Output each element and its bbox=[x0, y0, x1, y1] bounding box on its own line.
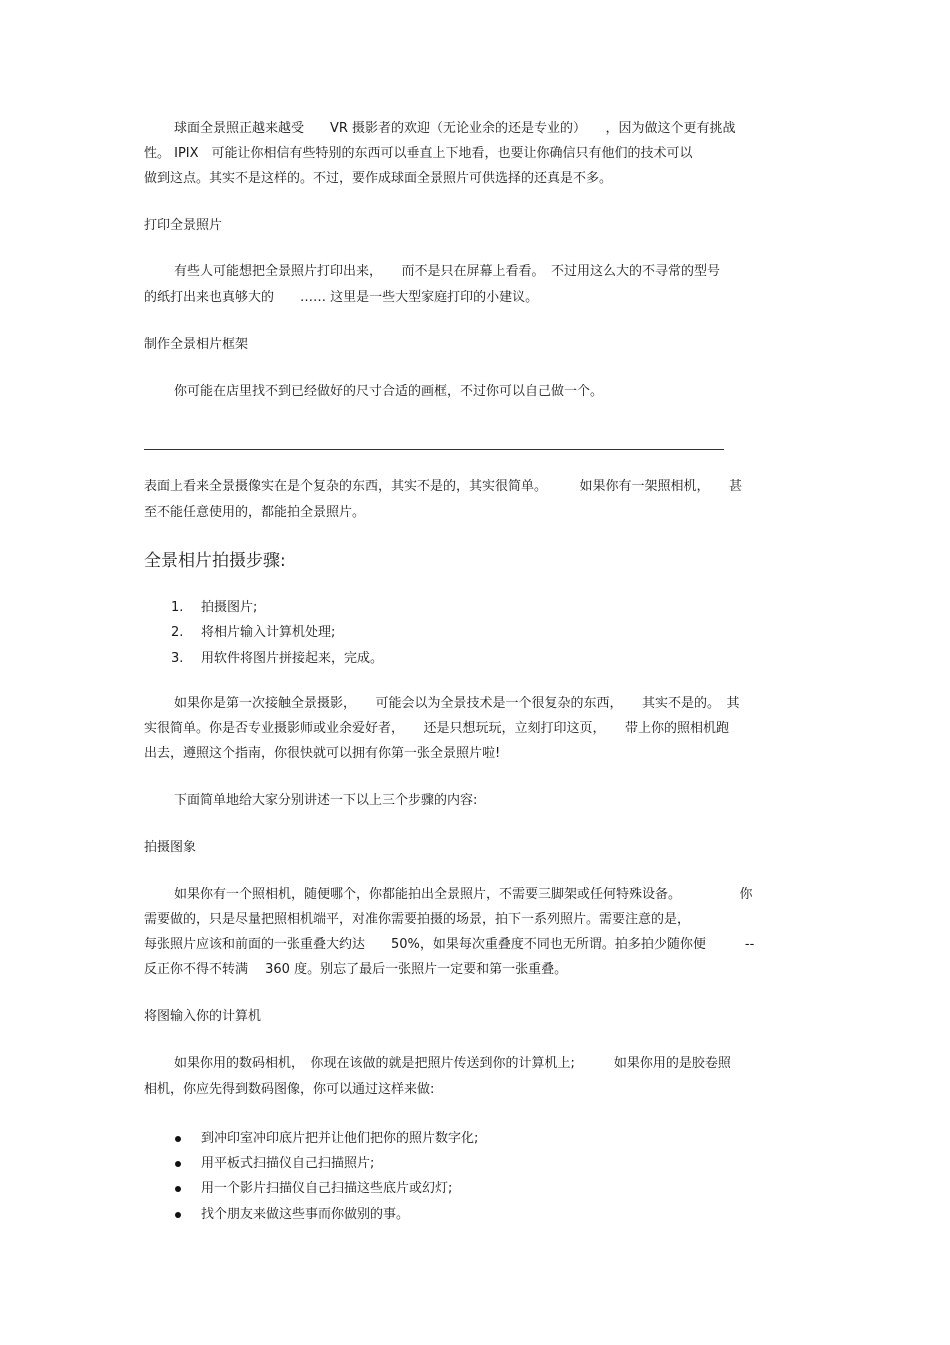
shoot-heading: 拍摄图象 bbox=[144, 840, 197, 855]
bullet-dot-icon bbox=[175, 1212, 181, 1218]
bullet-item: 到冲印室冲印底片把并让他们把你的照片数字化; bbox=[201, 1131, 479, 1146]
print-line-1: 有些人可能想把全景照片打印出来， 而不是只在屏幕上看看。 不过用这么大的不寻常的型号 bbox=[174, 264, 721, 279]
overview-line-1: 表面上看来全景摄像实在是个复杂的东西，其实不是的，其实很简单。 如果你有一架照相机， 甚 bbox=[144, 479, 743, 494]
below-line-1: 下面简单地给大家分别讲述一下以上三个步骤的内容: bbox=[174, 793, 478, 808]
bullet-item: 用一个影片扫描仪自己扫描这些底片或幻灯; bbox=[201, 1181, 453, 1196]
step-text: 将相片输入计算机处理; bbox=[201, 625, 336, 640]
frame-line-1: 你可能在店里找不到已经做好的尺寸合适的画框，不过你可以自己做一个。 bbox=[174, 384, 604, 399]
encourage-line-1: 如果你是第一次接触全景摄影， 可能会以为全景技术是一个很复杂的东西， 其实不是的。 其 bbox=[174, 696, 740, 711]
shoot-line-2: 需要做的，只是尽量把照相机端平，对准你需要拍摄的场景，拍下一系列照片。需要注意的是， bbox=[144, 912, 691, 927]
intro-line-3: 做到这点。其实不是这样的。不过，要作成球面全景照片可供选择的还真是不多。 bbox=[144, 171, 613, 186]
step-number: 3. bbox=[171, 651, 184, 666]
overview-line-2: 至不能任意使用的，都能拍全景照片。 bbox=[144, 505, 366, 520]
step-number: 2. bbox=[171, 625, 184, 640]
bullet-dot-icon bbox=[175, 1161, 181, 1167]
shoot-line-3: 每张照片应该和前面的一张重叠大约达 50%，如果每次重叠度不同也无所谓。拍多拍少随你便 -- bbox=[144, 937, 755, 952]
input-line-1: 如果你用的数码相机， 你现在该做的就是把照片传送到你的计算机上; 如果你用的是胶卷照 bbox=[174, 1056, 731, 1071]
print-line-2: 的纸打出来也真够大的 …… 这里是一些大型家庭打印的小建议。 bbox=[144, 290, 539, 305]
shoot-line-4: 反正你不得不转满 360 度。别忘了最后一张照片一定要和第一张重叠。 bbox=[144, 962, 568, 977]
step-text: 用软件将图片拼接起来，完成。 bbox=[201, 651, 384, 666]
print-heading: 打印全景照片 bbox=[144, 218, 223, 233]
step-number: 1. bbox=[171, 600, 184, 615]
horizontal-divider bbox=[144, 449, 724, 450]
step-text: 拍摄图片; bbox=[201, 600, 258, 615]
bullet-dot-icon bbox=[175, 1136, 181, 1142]
intro-line-2: 性。 IPIX 可能让你相信有些特别的东西可以垂直上下地看，也要让你确信只有他们的技术可以 bbox=[144, 146, 693, 161]
shoot-line-1: 如果你有一个照相机，随便哪个，你都能拍出全景照片，不需要三脚架或任何特殊设备。 你 bbox=[174, 887, 753, 902]
input-line-2: 相机，你应先得到数码图像，你可以通过这样来做: bbox=[144, 1082, 435, 1097]
input-heading: 将图输入你的计算机 bbox=[144, 1009, 262, 1024]
frame-heading: 制作全景相片框架 bbox=[144, 337, 249, 352]
steps-heading: 全景相片拍摄步骤: bbox=[144, 551, 286, 571]
bullet-item: 用平板式扫描仪自己扫描照片; bbox=[201, 1156, 375, 1171]
intro-line-1: 球面全景照正越来越受 VR 摄影者的欢迎（无论业余的还是专业的） ，因为做这个更有挑战 bbox=[174, 121, 736, 136]
encourage-line-3: 出去，遵照这个指南，你很快就可以拥有你第一张全景照片啦! bbox=[144, 746, 501, 761]
encourage-line-2: 实很简单。你是否专业摄影师或业余爱好者， 还是只想玩玩，立刻打印这页， 带上你的照相机跑 bbox=[144, 721, 730, 736]
bullet-item: 找个朋友来做这些事而你做别的事。 bbox=[201, 1207, 410, 1222]
bullet-dot-icon bbox=[175, 1186, 181, 1192]
